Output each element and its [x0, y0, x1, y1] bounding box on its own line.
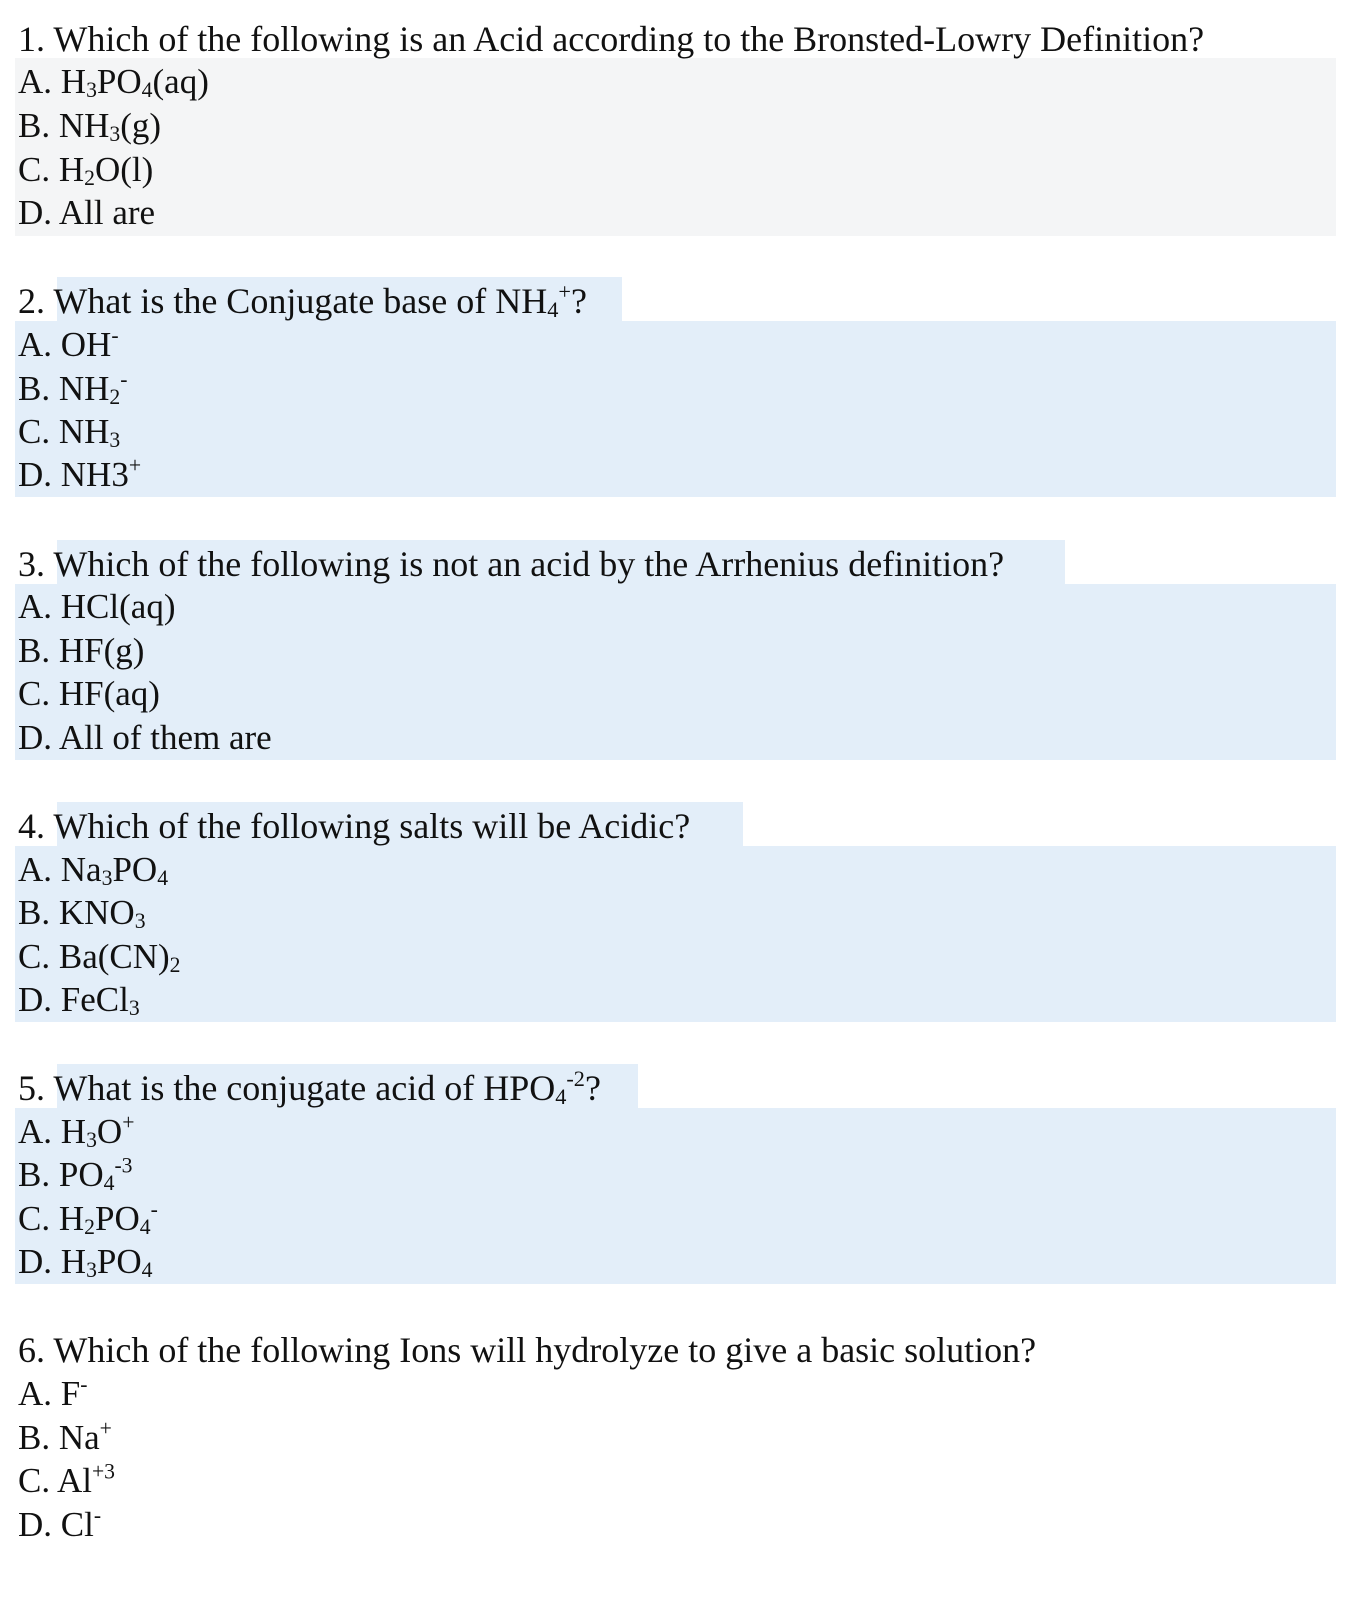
option-a[interactable]: A. $Na_3PO_4$	[18, 850, 169, 890]
option-d[interactable]: D. Cl-	[18, 1503, 102, 1544]
question-number: 4.	[18, 806, 45, 846]
question-4-options-highlight	[15, 846, 1336, 1022]
question-5-prompt: 5. What is the conjugate acid of $HPO_4^{-2}$?	[18, 1066, 601, 1110]
option-c[interactable]: C. $H_2PO_4^-$	[18, 1197, 158, 1239]
option-c[interactable]: C. $Al^{+3}$	[18, 1459, 116, 1500]
question-4-prompt	[18, 803, 694, 849]
option-c[interactable]: C. $H_2O(l)$	[18, 150, 154, 190]
option-b[interactable]: B. $NH_2^-$	[18, 367, 128, 409]
question-number: 1.	[18, 19, 45, 59]
question-number: 2.	[18, 281, 45, 321]
question-text: Which of the following is not an acid by the Arrhenius definition?	[53, 544, 1005, 584]
option-d[interactable]: D. All are	[18, 193, 156, 232]
option-d[interactable]: D. $H_3PO_4$	[18, 1242, 153, 1282]
question-number: 6.	[18, 1330, 45, 1370]
question-text: Which of the following Ions will hydrolyze to give a basic solution?	[53, 1330, 1037, 1370]
question-number: 5.	[18, 1068, 45, 1108]
question-1-options-highlight	[15, 58, 1336, 236]
option-c[interactable]: C. $Ba(CN)_2$	[18, 937, 181, 977]
question-text: Which of the following is an Acid according to the Bronsted-Lowry Definition?	[53, 19, 1205, 59]
option-a[interactable]: A. $H_3O^+$	[18, 1110, 135, 1152]
question-text: Which of the following salts will be Acidic?	[53, 806, 691, 846]
question-6-prompt	[18, 1327, 1040, 1373]
question-number: 3.	[18, 544, 45, 584]
question-2-prompt: 2. What is the Conjugate base of $NH_4^+$?	[18, 279, 587, 323]
question-3-prompt	[18, 541, 1008, 587]
option-c[interactable]: C. $NH_3$	[18, 412, 121, 452]
option-b[interactable]: B. $NH_3(g)$	[18, 106, 162, 146]
option-d[interactable]: D. NH3+	[18, 453, 142, 494]
option-a[interactable]: A. HCl(aq)	[18, 587, 176, 626]
option-a[interactable]: A. F-	[18, 1372, 88, 1413]
option-b[interactable]: B. Na+	[18, 1416, 112, 1457]
question-1-prompt	[18, 16, 1208, 62]
option-d[interactable]: D. FeCl$_3$	[18, 980, 140, 1020]
option-b[interactable]: B. $PO_4^{-3}$	[18, 1153, 133, 1195]
option-c[interactable]: C. HF(aq)	[18, 674, 160, 713]
question-2-options-highlight	[15, 321, 1336, 497]
option-b[interactable]: B. HF(g)	[18, 631, 145, 670]
option-b[interactable]: B. $KNO_3$	[18, 893, 146, 933]
question-5-options-highlight	[15, 1108, 1336, 1284]
option-a[interactable]: A. $H_3PO_4(aq)$	[18, 62, 209, 102]
option-d[interactable]: D. All of them are	[18, 718, 272, 757]
option-a[interactable]: A. OH-	[18, 323, 119, 364]
